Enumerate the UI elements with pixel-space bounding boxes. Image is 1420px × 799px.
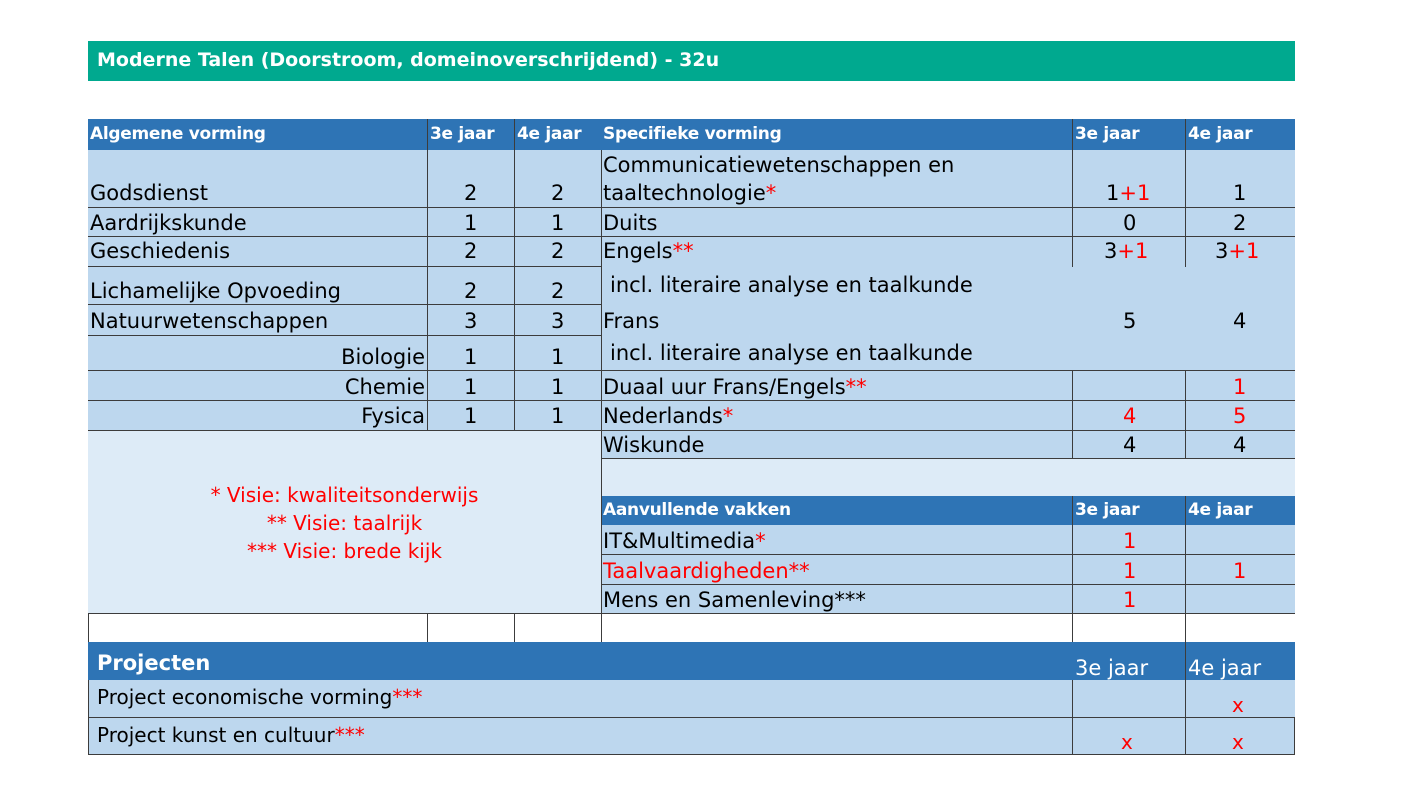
empty-cell — [1186, 614, 1295, 642]
table-row: Duits — [602, 208, 1073, 237]
table-row: Project economische vorming*** — [88, 680, 1073, 718]
table-row: Frans — [602, 305, 1073, 336]
aanvullend-header: Aanvullende vakken — [603, 500, 791, 520]
specifieke-col4-header: 4e jaar — [1186, 119, 1295, 150]
table-row: Geschiedenis — [88, 237, 428, 267]
projecten-col4-header: 4e jaar — [1186, 642, 1295, 680]
table-row: Natuurwetenschappen — [88, 305, 428, 336]
empty-cell — [515, 614, 602, 642]
empty-cell — [428, 614, 515, 642]
table-row: Aardrijkskunde — [88, 208, 428, 237]
frans-note-row: incl. literaire analyse en taalkunde — [602, 336, 1295, 371]
table-row: Nederlands* — [602, 401, 1073, 431]
table-row: Taalvaardigheden** — [602, 555, 1073, 585]
engels-note-row: incl. literaire analyse en taalkunde — [602, 267, 1295, 305]
legend-line-3: *** Visie: brede kijk — [247, 539, 442, 563]
algemene-col3-header: 3e jaar — [428, 119, 515, 150]
table-row: Fysica — [88, 401, 428, 431]
legend-line-2: ** Visie: taalrijk — [266, 511, 423, 535]
table-row: Godsdienst — [88, 150, 428, 208]
legend-line-1: * Visie: kwaliteitsonderwijs — [210, 483, 479, 507]
aanvullend-col4-header: 4e jaar — [1186, 496, 1295, 525]
table-row: Engels** — [602, 237, 1073, 267]
specifieke-col3-header: 3e jaar — [1073, 119, 1186, 150]
specifieke-header-cell — [602, 119, 1073, 150]
table-row: Biologie — [88, 336, 428, 371]
algemene-col4-header: 4e jaar — [515, 119, 602, 150]
table-row: Duaal uur Frans/Engels** — [602, 371, 1073, 401]
page-title: Moderne Talen (Doorstroom, domeinoverschrijdend) - 32u — [97, 49, 720, 71]
aanvullend-header-cell — [602, 496, 1073, 525]
table-row: Communicatiewetenschappen en taaltechnologie* — [602, 150, 1073, 208]
table-row: IT&Multimedia* — [602, 525, 1073, 555]
aanvullend-col3-header: 3e jaar — [1073, 496, 1186, 525]
specifieke-header: Specifieke vorming — [603, 124, 782, 144]
title-banner — [88, 41, 1295, 81]
algemene-header-cell — [88, 119, 428, 150]
table-row: Wiskunde — [602, 431, 1073, 459]
table-row: Mens en Samenleving*** — [602, 585, 1073, 614]
projecten-header: Projecten — [97, 651, 211, 675]
table-row: Chemie — [88, 371, 428, 401]
empty-row — [602, 459, 1295, 496]
empty-cell — [88, 614, 428, 642]
table-row: Lichamelijke Opvoeding — [88, 267, 428, 305]
algemene-header: Algemene vorming — [90, 124, 266, 144]
legend-box — [88, 431, 602, 614]
projecten-header-cell — [88, 642, 1073, 680]
empty-cell — [602, 614, 1073, 642]
empty-cell — [1073, 614, 1186, 642]
projecten-col3-header: 3e jaar — [1073, 642, 1186, 680]
table-row: Project kunst en cultuur*** — [88, 718, 1073, 755]
